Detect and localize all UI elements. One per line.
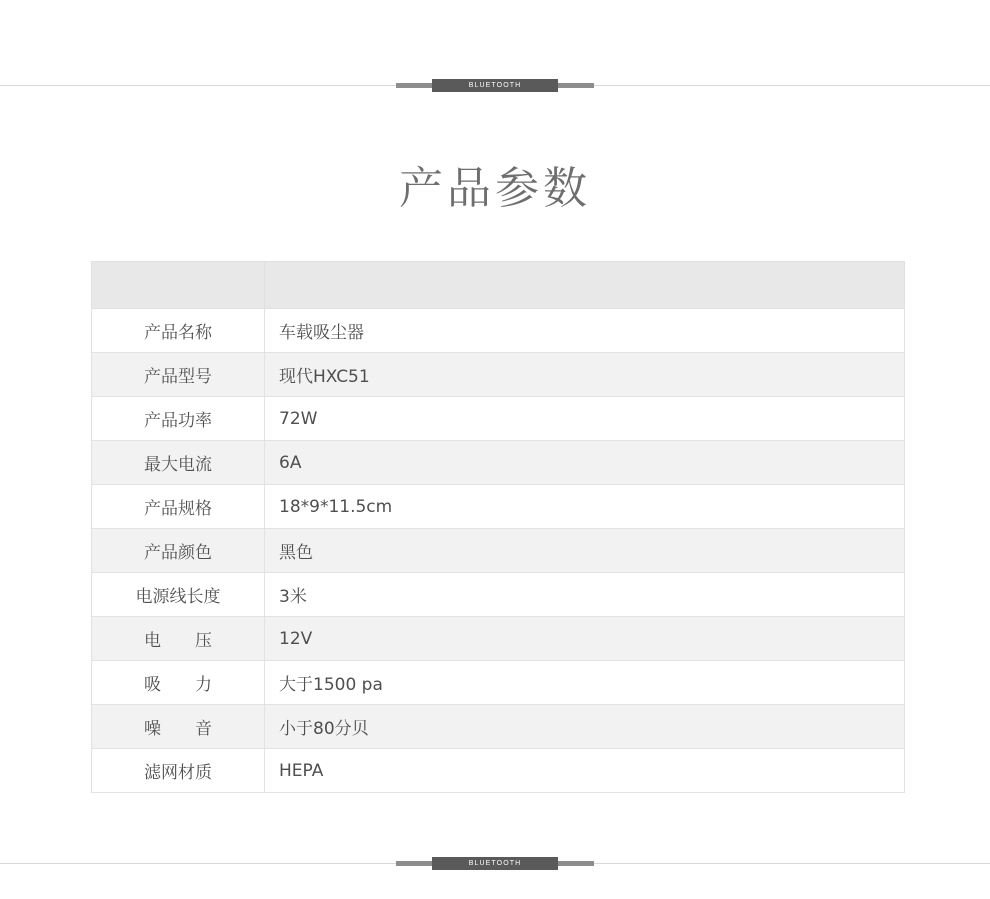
table-row — [92, 353, 905, 397]
table-header-right — [265, 262, 905, 309]
row-value: 6A — [265, 441, 905, 485]
row-value: 小于80分贝 — [265, 705, 905, 749]
table-row — [92, 573, 905, 617]
row-label: 噪 音 — [92, 705, 265, 749]
divider-wing-left — [396, 83, 432, 88]
table-row — [92, 749, 905, 793]
divider-tag-label: BLUETOOTH — [432, 857, 558, 870]
row-value: 3米 — [265, 573, 905, 617]
row-label: 滤网材质 — [92, 749, 265, 793]
row-value: 大于1500 pa — [265, 661, 905, 705]
row-value: 现代HXC51 — [265, 353, 905, 397]
table-row — [92, 397, 905, 441]
table-row — [92, 617, 905, 661]
row-value: HEPA — [265, 749, 905, 793]
table-row — [92, 441, 905, 485]
divider-wing-right — [558, 861, 594, 866]
divider-wing-right — [558, 83, 594, 88]
row-value: 72W — [265, 397, 905, 441]
table-row — [92, 529, 905, 573]
divider-top — [0, 79, 990, 93]
row-label: 电源线长度 — [92, 573, 265, 617]
divider-wing-left — [396, 861, 432, 866]
row-value: 18*9*11.5cm — [265, 485, 905, 529]
row-label: 吸 力 — [92, 661, 265, 705]
spec-table-container — [91, 261, 905, 793]
table-row — [92, 309, 905, 353]
page-title: 产品参数 — [399, 163, 591, 214]
row-value: 黑色 — [265, 529, 905, 573]
table-header-row — [92, 262, 905, 309]
row-label: 产品规格 — [92, 485, 265, 529]
table-header-left — [92, 262, 265, 309]
row-label: 产品名称 — [92, 309, 265, 353]
row-label: 产品颜色 — [92, 529, 265, 573]
row-value: 12V — [265, 617, 905, 661]
divider-bottom — [0, 857, 990, 871]
product-spec-table — [91, 261, 905, 793]
row-value: 车载吸尘器 — [265, 309, 905, 353]
spec-table-body — [92, 262, 905, 793]
row-label: 电 压 — [92, 617, 265, 661]
table-row — [92, 661, 905, 705]
divider-tag-label: BLUETOOTH — [432, 79, 558, 92]
table-row — [92, 485, 905, 529]
row-label: 最大电流 — [92, 441, 265, 485]
table-row — [92, 705, 905, 749]
row-label: 产品型号 — [92, 353, 265, 397]
row-label: 产品功率 — [92, 397, 265, 441]
